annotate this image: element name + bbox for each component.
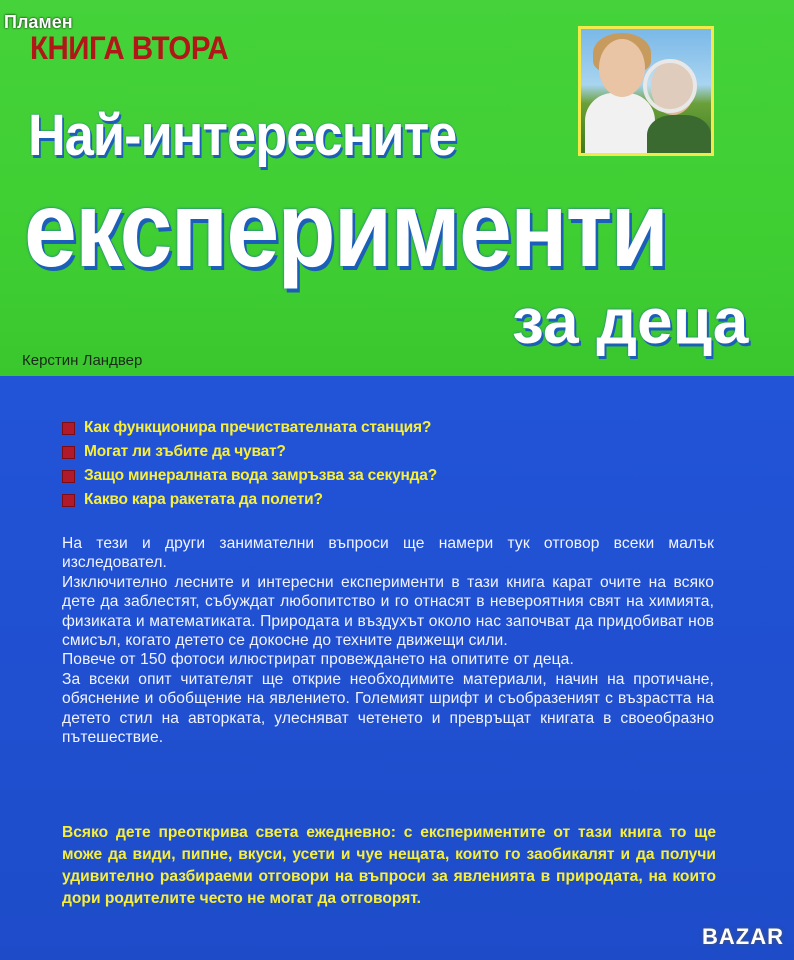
square-bullet-icon xyxy=(62,446,75,459)
author-name: Керстин Ландвер xyxy=(22,352,143,369)
description-paragraph: Изключително лесните и интересни експерименти в тази книга карат очите на всяко дете да заблестят, събуждат любопитство и го отнасят в невероятния свят на химията, физиката и математиката. Природата и въздухът около нас започват да придобиват нов смисъл, когато детето се докосне до техните движещи сили. xyxy=(62,573,714,650)
description-text xyxy=(62,534,714,747)
title-line-1: Най-интересните xyxy=(28,103,457,168)
book-part-label: КНИГА ВТОРА xyxy=(30,30,229,66)
question-text: Как функционира пречиствателната станция? xyxy=(84,419,432,436)
title-line-3: за деца xyxy=(512,285,749,357)
cover-photo xyxy=(578,26,714,156)
child-figure-2 xyxy=(647,115,711,156)
child-face-1 xyxy=(599,39,645,97)
cover-top-section xyxy=(0,0,794,376)
child-figure-1 xyxy=(585,93,655,156)
question-text: Защо минералната вода замръзва за секунда? xyxy=(84,467,437,484)
question-text: Какво кара ракетата да полети? xyxy=(84,491,323,508)
description-paragraph: На тези и други занимателни въпроси ще намери тук отговор всеки малък изследовател. xyxy=(62,535,714,572)
square-bullet-icon xyxy=(62,470,75,483)
seller-name: Пламен xyxy=(4,12,73,32)
square-bullet-icon xyxy=(62,494,75,507)
watermark-logo: BAZAR xyxy=(702,924,784,949)
question-list xyxy=(62,416,437,512)
description-paragraph: Повече от 150 фотоси илюстрират провеждането на опитите от деца. xyxy=(62,651,574,669)
cover-bottom-section xyxy=(0,376,794,960)
question-text: Могат ли зъбите да чуват? xyxy=(84,443,286,460)
square-bullet-icon xyxy=(62,422,75,435)
title-line-2: експерименти xyxy=(24,168,668,289)
magnifying-glass-icon xyxy=(643,59,697,113)
list-item xyxy=(62,464,437,488)
description-paragraph: За всеки опит читателят ще открие необходимите материали, начин на протичане, обяснение и обобщение на явлението. Големият шрифт и съобразеният с възрастта на детето стил на авторката, улесняват четенето и превръщат книгата в своеобразно пътешествие. xyxy=(62,670,714,747)
summary-text: Всяко дете преоткрива света ежедневно: с експериментите от тази книга то ще може да види, пипне, вкуси, усети и чуе нещата, които го заобикалят и да получи удивително разбираеми отговори на въпроси за явленията в природата, на които дори родителите често не могат да отговорят. xyxy=(62,824,716,907)
list-item xyxy=(62,416,437,440)
list-item xyxy=(62,488,437,512)
list-item xyxy=(62,440,437,464)
